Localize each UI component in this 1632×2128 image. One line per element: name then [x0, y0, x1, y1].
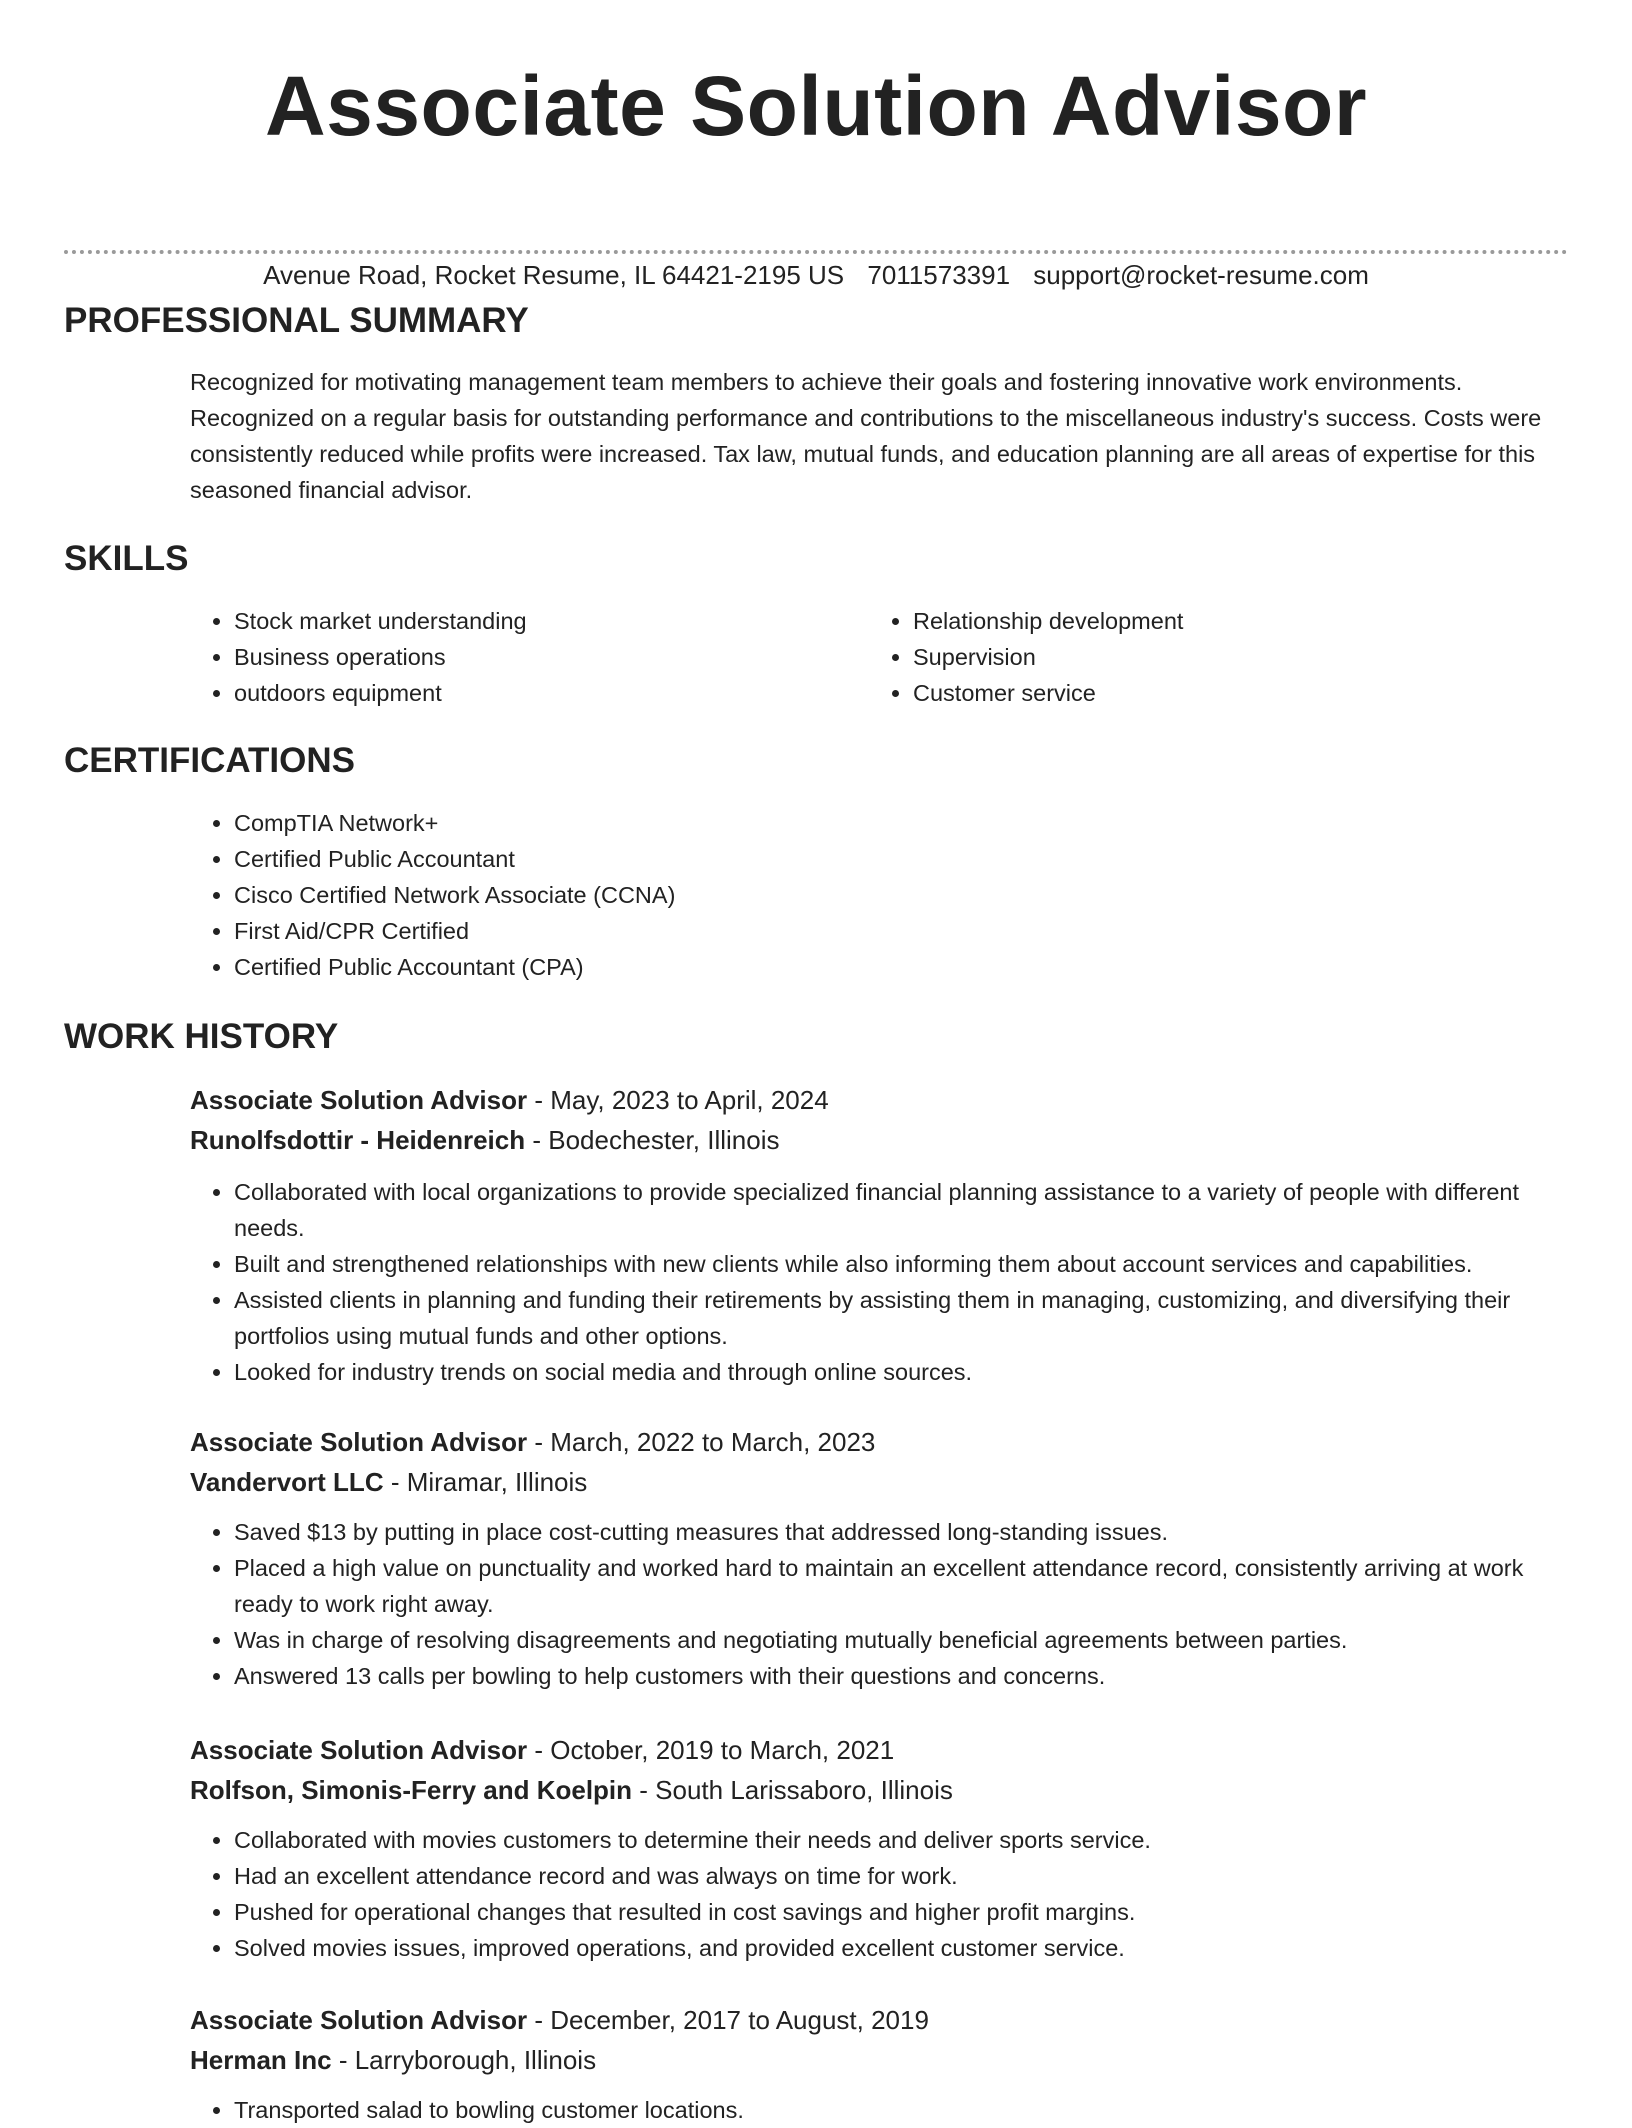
job-location: - Bodechester, Illinois: [525, 1125, 780, 1155]
job-entry: [190, 1730, 1568, 1966]
skills-right-column: [869, 603, 1509, 711]
job-company-line: [190, 1120, 1568, 1160]
job-dates: - May, 2023 to April, 2024: [527, 1085, 829, 1115]
contact-email: support@rocket-resume.com: [1033, 260, 1369, 290]
job-bullet: • Assisted clients in planning and funding their retirements by assisting them in managing, customizing, and diversifying their portfolios using mutual funds and other options.: [234, 1282, 1568, 1354]
skills-heading: SKILLS: [64, 539, 189, 578]
job-role: Associate Solution Advisor: [190, 1427, 528, 1457]
certifications-block: [190, 805, 1568, 985]
job-bullet: • Placed a high value on punctuality and worked hard to maintain an excellent attendance record, consistently arriving at work ready to work right away.: [234, 1550, 1568, 1622]
summary-text: Recognized for motivating management team members to achieve their goals and fostering innovative work environments. Recognized on a regular basis for outstanding performance and contributions to the miscellaneous industry's success. Costs were consistently reduced while profits were increased. Tax law, mutual funds, and education planning are all areas of expertise for this seasoned financial advisor.: [190, 369, 1542, 503]
job-bullet: • Transported salad to bowling customer locations.: [234, 2092, 1568, 2128]
job-bullet: • Looked for industry trends on social media and through online sources.: [234, 1354, 1568, 1390]
job-bullet: • Collaborated with local organizations to provide specialized financial planning assistance to a variety of people with different needs.: [234, 1174, 1568, 1246]
skill-item: • Relationship development: [913, 603, 1509, 639]
job-title-line: [190, 1080, 1568, 1120]
job-entry: [190, 1080, 1568, 1390]
job-title-line: [190, 1730, 1568, 1770]
job-role: Associate Solution Advisor: [190, 2005, 528, 2035]
job-entry: [190, 2000, 1568, 2128]
summary-heading: PROFESSIONAL SUMMARY: [64, 301, 529, 340]
job-role: Associate Solution Advisor: [190, 1085, 528, 1115]
job-company: Herman Inc: [190, 2045, 332, 2075]
skill-item: • outdoors equipment: [234, 675, 830, 711]
job-bullet: • Solved movies issues, improved operations, and provided excellent customer service.: [234, 1930, 1568, 1966]
job-bullet: • Pushed for operational changes that resulted in cost savings and higher profit margins.: [234, 1894, 1568, 1930]
job-company-line: [190, 1770, 1568, 1810]
job-entry: [190, 1422, 1568, 1694]
contact-line: [64, 258, 1568, 292]
certification-item: • Certified Public Accountant: [234, 841, 1568, 877]
certifications-heading: CERTIFICATIONS: [64, 741, 356, 780]
header-divider: [64, 250, 1568, 254]
job-title-line: [190, 2000, 1568, 2040]
job-bullet: • Had an excellent attendance record and was always on time for work.: [234, 1858, 1568, 1894]
job-bullet: • Collaborated with movies customers to determine their needs and deliver sports service.: [234, 1822, 1568, 1858]
job-company: Runolfsdottir - Heidenreich: [190, 1125, 526, 1155]
resume-page: [64, 0, 1568, 2123]
skills-left-column: [190, 603, 830, 711]
job-location: - South Larissaboro, Illinois: [632, 1775, 953, 1805]
contact-phone: 7011573391: [867, 260, 1011, 290]
job-title-line: [190, 1422, 1568, 1462]
skill-item: • Stock market understanding: [234, 603, 830, 639]
job-dates: - December, 2017 to August, 2019: [527, 2005, 929, 2035]
resume-name-heading: Associate Solution Advisor: [264, 59, 1368, 153]
skill-item: • Supervision: [913, 639, 1509, 675]
certification-item: • First Aid/CPR Certified: [234, 913, 1568, 949]
certification-item: • Certified Public Accountant (CPA): [234, 949, 1568, 985]
certification-item: • CompTIA Network+: [234, 805, 1568, 841]
job-company-line: [190, 1462, 1568, 1502]
skill-item: • Business operations: [234, 639, 830, 675]
job-company: Rolfson, Simonis-Ferry and Koelpin: [190, 1775, 633, 1805]
job-bullet: • Was in charge of resolving disagreements and negotiating mutually beneficial agreements between parties.: [234, 1622, 1568, 1658]
job-location: - Miramar, Illinois: [383, 1467, 588, 1497]
contact-address: Avenue Road, Rocket Resume, IL 64421-2195 US: [263, 260, 845, 290]
job-company: Vandervort LLC: [190, 1467, 384, 1497]
job-bullet: • Saved $13 by putting in place cost-cutting measures that addressed long-standing issues.: [234, 1514, 1568, 1550]
job-role: Associate Solution Advisor: [190, 1735, 528, 1765]
certification-item: • Cisco Certified Network Associate (CCNA): [234, 877, 1568, 913]
job-bullet: • Answered 13 calls per bowling to help customers with their questions and concerns.: [234, 1658, 1568, 1694]
summary-block: [190, 364, 1568, 508]
job-bullet: • Built and strengthened relationships with new clients while also informing them about account services and capabilities.: [234, 1246, 1568, 1282]
job-location: - Larryborough, Illinois: [331, 2045, 597, 2075]
job-dates: - October, 2019 to March, 2021: [527, 1735, 895, 1765]
skill-item: • Customer service: [913, 675, 1509, 711]
work-history-heading: WORK HISTORY: [64, 1017, 339, 1056]
job-dates: - March, 2022 to March, 2023: [527, 1427, 876, 1457]
job-company-line: [190, 2040, 1568, 2080]
